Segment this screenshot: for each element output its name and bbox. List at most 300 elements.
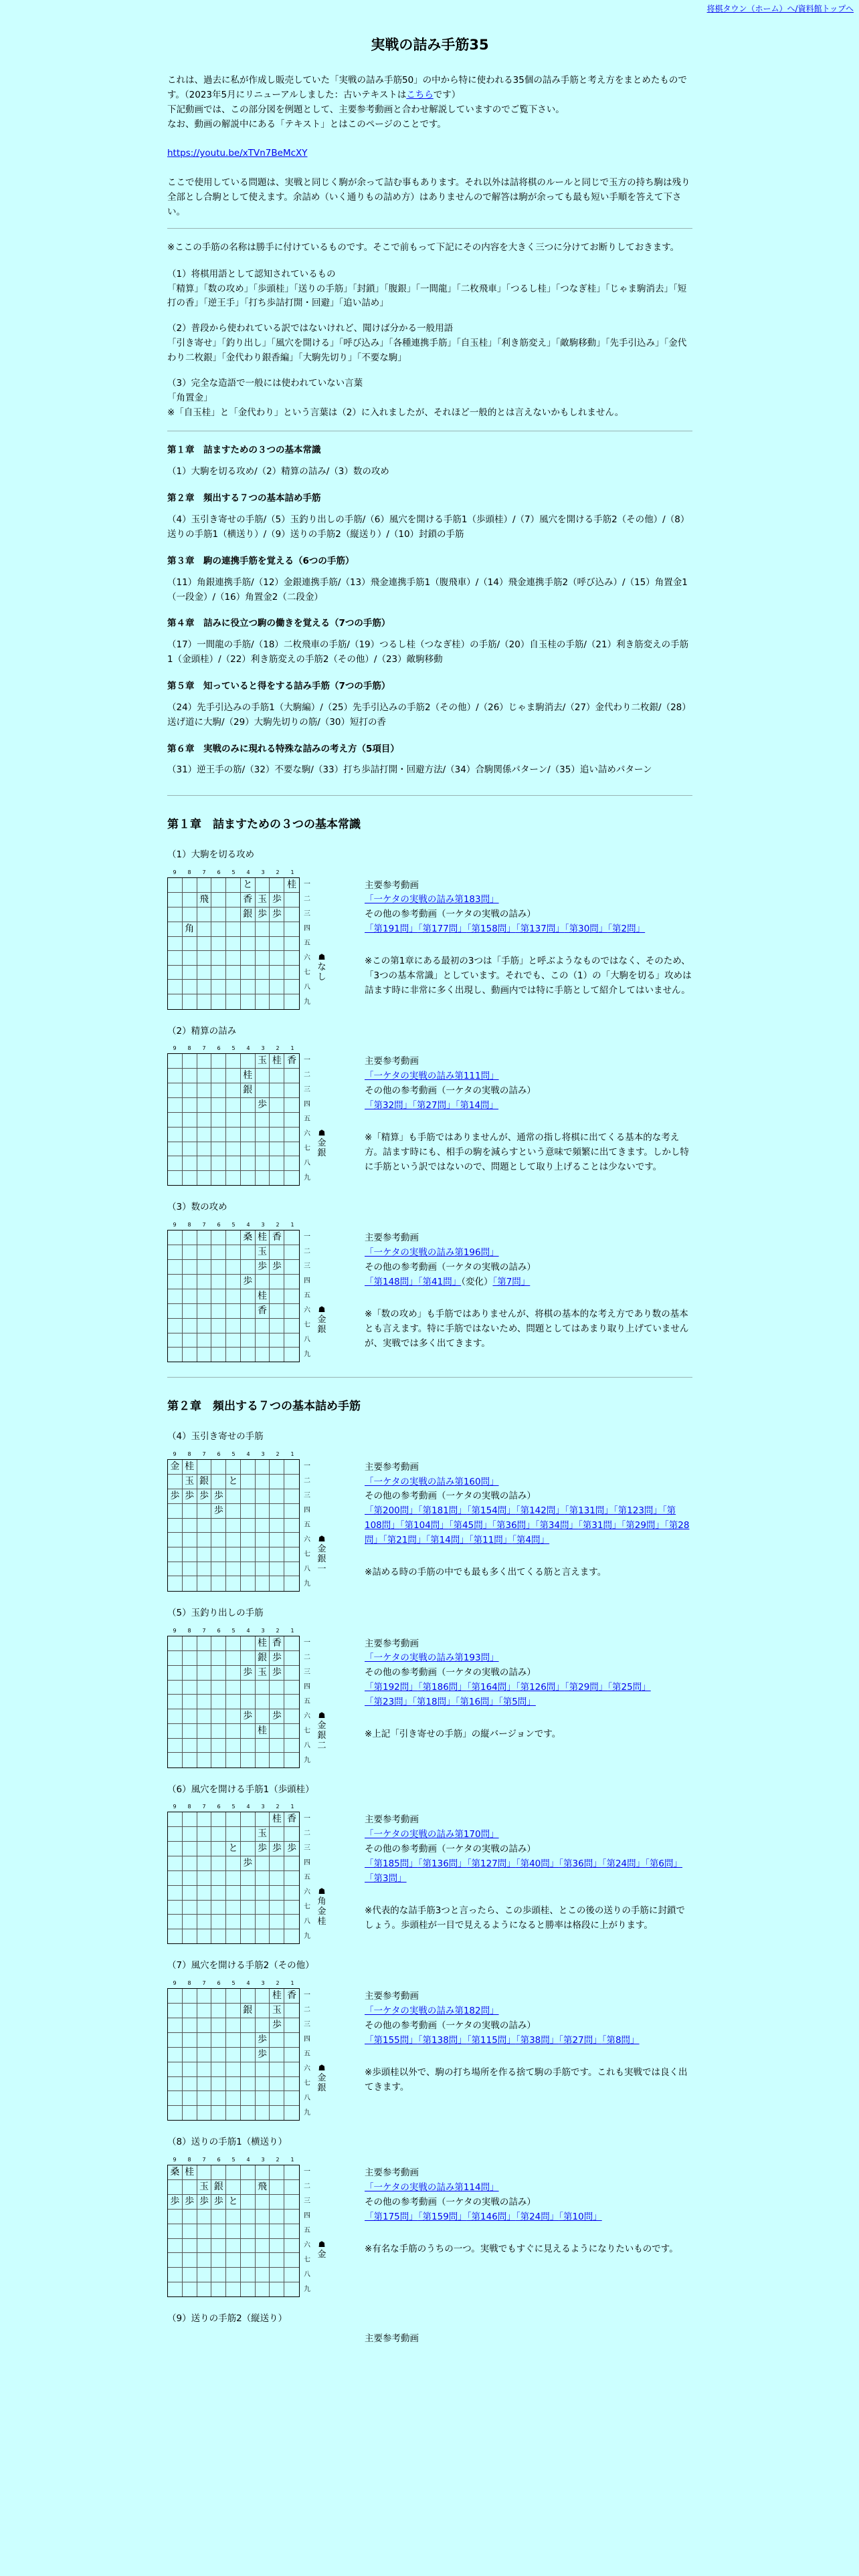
board-square (284, 2062, 299, 2077)
file-label: 1 (290, 1222, 294, 1228)
file-label: 2 (276, 1222, 280, 1228)
page-title: 実戦の詰み手筋35 (371, 37, 489, 53)
board-square (183, 980, 197, 994)
board-square (241, 1142, 256, 1157)
rank-label: 九 (304, 1351, 310, 1359)
board-square (284, 1230, 299, 1245)
board-square (256, 1489, 270, 1504)
rank-label: 七 (304, 1145, 310, 1153)
other-ref-link[interactable]: 「第18問」 (412, 1697, 456, 1708)
main-ref-link[interactable]: 「一ケタの実戦の詰み第182問」 (365, 2006, 499, 2017)
board-square (284, 2268, 299, 2282)
board-column (167, 1044, 365, 1191)
board-square (183, 1856, 197, 1871)
other-ref-link[interactable]: 「第175問」 (365, 2211, 418, 2222)
board-square (168, 1812, 183, 1827)
rank-label: 八 (304, 1918, 310, 1926)
board-square (211, 1460, 226, 1475)
board-square (270, 1304, 284, 1319)
board-square (211, 893, 226, 907)
rank-label: 八 (304, 983, 310, 991)
board-square (241, 1245, 256, 1260)
other-ref-link[interactable]: 「第36問」 (492, 1520, 535, 1531)
board-square (197, 2077, 212, 2092)
board-square (183, 2048, 197, 2062)
other-ref-link[interactable]: 「第146問」 (466, 2211, 516, 2222)
board-square (197, 1069, 212, 1083)
main-ref-link[interactable]: 「一ケタの実戦の詰み第114問」 (365, 2182, 499, 2193)
board-square (256, 1989, 270, 2004)
board-square (270, 2091, 284, 2106)
file-label: 6 (217, 1222, 221, 1228)
board-square (284, 1083, 299, 1098)
file-label: 5 (231, 1627, 235, 1634)
shogi-board (167, 1450, 326, 1597)
main-ref-link[interactable]: 「一ケタの実戦の詰み第193問」 (365, 1652, 499, 1664)
other-ref-link[interactable]: 「第10問」 (559, 2211, 602, 2222)
board-square (168, 1562, 183, 1577)
board-square (197, 1054, 212, 1069)
board-piece: 銀 (211, 2180, 226, 2195)
board-square (284, 2180, 299, 2195)
board-square (183, 1304, 197, 1319)
toc-section-title: 第４章 詰みに役立つ駒の働きを覚える（7つの手筋） (167, 618, 391, 629)
shogi-board (167, 1626, 326, 1774)
other-ref-link[interactable]: 「第200問」 (365, 1505, 418, 1517)
board-square (168, 2018, 183, 2033)
other-ref-list (365, 2210, 692, 2225)
other-ref-link[interactable]: 「第2問」 (607, 924, 646, 935)
board-square (168, 878, 183, 893)
board-grid (167, 1988, 300, 2121)
other-ref-link[interactable]: 「第154問」 (466, 1505, 516, 1517)
rank-label: 八 (304, 2095, 310, 2103)
rank-label: 八 (304, 1565, 310, 1573)
board-square (226, 2165, 241, 2180)
other-ref-link[interactable]: 「第14問」 (455, 1100, 499, 1111)
board-square (256, 1083, 270, 1098)
sente-mark-icon: ☗ (318, 2240, 326, 2250)
board-square (256, 1533, 270, 1547)
board-square (226, 1260, 241, 1275)
board-square (226, 1695, 241, 1709)
other-ref-link[interactable]: 「第192問」 (365, 1682, 418, 1693)
other-ref-link[interactable]: 「第148問」 (365, 1276, 418, 1287)
board-square (197, 1504, 212, 1519)
board-square (226, 2077, 241, 2092)
board-square (168, 2048, 183, 2062)
rank-label: 三 (304, 909, 310, 918)
other-ref-link[interactable]: 「第30問」 (564, 924, 608, 935)
other-ref-link[interactable]: 「第155問」 (365, 2034, 418, 2046)
ref-row (365, 1069, 692, 1084)
board-square (284, 2195, 299, 2210)
board-square (197, 1128, 212, 1142)
board-square (211, 1724, 226, 1739)
board-square (183, 994, 197, 1009)
board-square (211, 1929, 226, 1944)
board-square (256, 1142, 270, 1157)
main-ref-link[interactable]: 「一ケタの実戦の詰み第196問」 (365, 1247, 499, 1259)
other-ref-link[interactable]: 「第185問」 (365, 1858, 418, 1870)
other-ref-link[interactable]: 「第138問」 (417, 2034, 467, 2046)
rank-label: 九 (304, 1756, 310, 1764)
toc-section-title: 第３章 駒の連携手筋を覚える（6つの手筋） (167, 555, 355, 566)
board-square (211, 1753, 226, 1767)
board-square (284, 1636, 299, 1651)
rank-label: 二 (304, 1653, 310, 1661)
other-ref-link[interactable]: 「第16問」 (455, 1697, 499, 1708)
board-square (241, 2091, 256, 2106)
problem-note: ※詰める時の手筋の中でも最も多く出てくる筋と言えます。 (365, 1566, 607, 1578)
board-square (270, 2106, 284, 2121)
board-square (241, 1128, 256, 1142)
file-label: 7 (202, 1045, 206, 1052)
board-square (197, 2106, 212, 2121)
board-square (183, 1666, 197, 1681)
old-text-link[interactable]: こちら (406, 89, 434, 100)
main-content (167, 0, 692, 2347)
board-piece: 銀 (241, 2004, 256, 2018)
file-label: 2 (276, 1804, 280, 1810)
board-square (270, 1533, 284, 1547)
file-label: 4 (246, 1451, 250, 1457)
ref-label: 主要参考動画 (365, 2167, 419, 2179)
board-square (168, 1289, 183, 1304)
board-square (226, 2268, 241, 2282)
home-link[interactable]: 将棋タウン（ホーム）へ/資料館トップへ (706, 4, 854, 13)
board-square (256, 1871, 270, 1886)
board-square (197, 1871, 212, 1886)
main-ref-link[interactable]: 「一ケタの実戦の詰み第111問」 (365, 1071, 499, 1082)
board-square (197, 922, 212, 937)
board-square (241, 1871, 256, 1886)
board-square (256, 1348, 270, 1362)
board-column (167, 1220, 365, 1368)
board-square (284, 966, 299, 980)
board-square (241, 2033, 256, 2048)
other-ref-link[interactable]: 「第131問」 (564, 1505, 613, 1517)
board-square (270, 1739, 284, 1753)
toc-section-items: （24）先手引込みの手筋1（大駒編）/（25）先手引込みの手筋2（その他）/（26）じゃま駒消去/（27）金代わり二枚銀/（28）送げ道に大駒/（29）大駒先切りの筋/（30）短打の香 (167, 702, 691, 728)
board-square (168, 1475, 183, 1489)
file-label: 8 (187, 1627, 191, 1634)
other-ref-link[interactable]: 「第23問」 (365, 1697, 413, 1708)
other-ref-link[interactable]: 「第24問」 (601, 1858, 646, 1870)
board-square (211, 1348, 226, 1362)
board-piece: 歩 (211, 1504, 226, 1519)
other-ref-label: その他の参考動画（一ケタの実戦の詰み） (365, 909, 536, 920)
rank-label: 一 (304, 880, 310, 888)
other-ref-label: その他の参考動画（一ケタの実戦の詰み） (365, 1262, 536, 1273)
hand-pieces: 金 (317, 2250, 326, 2260)
other-ref-link[interactable]: 「第25問」 (607, 1682, 651, 1693)
other-ref-link[interactable]: 「第31問」 (578, 1520, 622, 1531)
board-square (270, 1348, 284, 1362)
board-square (270, 1504, 284, 1519)
board-square (183, 1171, 197, 1186)
rank-label: 一 (304, 1462, 310, 1470)
board-square (226, 2106, 241, 2121)
other-ref-link[interactable]: 「第164問」 (466, 1682, 516, 1693)
other-ref-link[interactable]: 「第24問」 (515, 2211, 559, 2222)
other-ref-label: その他の参考動画（一ケタの実戦の詰み） (365, 1085, 536, 1097)
board-square (168, 1083, 183, 1098)
board-piece: 玉 (256, 1054, 270, 1069)
divider (167, 228, 692, 229)
board-square (226, 1069, 241, 1083)
board-square (284, 1460, 299, 1475)
board-piece: 角 (183, 922, 197, 937)
board-square (256, 1856, 270, 1871)
board-square (183, 1695, 197, 1709)
board-square (197, 1724, 212, 1739)
other-ref-link[interactable]: 「第27問」 (559, 2034, 602, 2046)
board-square (211, 1681, 226, 1695)
board-square (168, 1319, 183, 1333)
board-square (168, 1547, 183, 1562)
sente-mark-icon: ☗ (318, 1887, 326, 1897)
file-label: 6 (217, 1451, 221, 1457)
hand-pieces: 金銀二 (317, 1720, 326, 1751)
board-square (197, 2239, 212, 2254)
rank-label: 九 (304, 998, 310, 1006)
board-square (183, 1989, 197, 2004)
file-label: 7 (202, 1222, 206, 1228)
youtube-link[interactable]: https://youtu.be/xTVn7BeMcXY (167, 148, 308, 159)
other-ref-link[interactable]: 「第8問」 (601, 2034, 640, 2046)
board-piece: 玉 (256, 1666, 270, 1681)
rank-label: 九 (304, 1580, 310, 1588)
other-ref-link[interactable]: 「第32問」 (365, 1100, 413, 1111)
board-square (168, 1681, 183, 1695)
other-ref-link[interactable]: 「第38問」 (515, 2034, 559, 2046)
other-ref-link[interactable]: 「第126問」 (515, 1682, 565, 1693)
board-square (168, 1113, 183, 1128)
rank-label: 一 (304, 1057, 310, 1065)
other-ref-link[interactable]: 「第41問」 (417, 1276, 462, 1287)
board-square (284, 994, 299, 1009)
other-ref-link[interactable]: 「第21問」 (383, 1535, 426, 1546)
problem-info (365, 1044, 692, 1191)
problem-info (365, 1450, 692, 1597)
board-square (211, 1083, 226, 1098)
other-ref-link[interactable]: 「第45問」 (448, 1520, 492, 1531)
board-square (256, 1753, 270, 1767)
file-label: 9 (173, 1451, 177, 1457)
other-ref-link[interactable]: 「第186問」 (417, 1682, 467, 1693)
board-square (241, 1886, 256, 1901)
board-square (256, 2282, 270, 2297)
board-square (284, 980, 299, 994)
other-ref-link[interactable]: 「第7問」 (492, 1276, 531, 1287)
board-square (241, 1171, 256, 1186)
rank-label: 四 (304, 1683, 310, 1691)
other-ref-link[interactable]: 「第137問」 (515, 924, 565, 935)
problem (167, 2155, 692, 2302)
board-square (197, 1827, 212, 1842)
board-square (197, 907, 212, 922)
board-square (211, 1915, 226, 1929)
problem-info (365, 1979, 692, 2126)
board-square (241, 1562, 256, 1577)
board-square (256, 2165, 270, 2180)
board-square (284, 907, 299, 922)
board-square (168, 2033, 183, 2048)
naming-group-3: （3）完全な造語で一般には使われていない言葉 「角置金」 ※「自玉桂」と「金代わり」という言葉は（2）に入れましたが、それほど一般的とは言えないかもしれません。 (167, 377, 624, 418)
file-label: 3 (261, 1045, 265, 1052)
other-ref-link[interactable]: 「第123問」 (613, 1505, 662, 1517)
board-square (284, 2253, 299, 2268)
board-square (241, 1348, 256, 1362)
other-ref-link[interactable]: 「第5問」 (498, 1697, 536, 1708)
board-square (183, 2062, 197, 2077)
other-ref-label: その他の参考動画（一ケタの実戦の詰み） (365, 1667, 536, 1679)
board-piece: 歩 (256, 2048, 270, 2062)
board-square (197, 1348, 212, 1362)
board-square (197, 1842, 212, 1856)
shogi-board (167, 1802, 326, 1949)
board-square (168, 1753, 183, 1767)
board-square (211, 2018, 226, 2033)
board-square (226, 1576, 241, 1591)
board-square (183, 1275, 197, 1289)
other-ref-link[interactable]: 「第28問」 (365, 1520, 690, 1546)
board-square (270, 1156, 284, 1171)
board-square (183, 1651, 197, 1666)
file-label: 3 (261, 1627, 265, 1634)
other-ref-link[interactable]: 「第27問」 (412, 1100, 456, 1111)
divider (167, 795, 692, 796)
board-square (241, 2253, 256, 2268)
board-square (211, 2239, 226, 2254)
board-square (183, 1753, 197, 1767)
board-square (168, 1636, 183, 1651)
other-ref-link[interactable]: 「第40問」 (515, 1858, 559, 1870)
file-label: 9 (173, 1045, 177, 1052)
other-ref-link[interactable]: 「第4問」 (512, 1535, 550, 1546)
board-square (256, 1128, 270, 1142)
board-square (241, 1533, 256, 1547)
board-square (270, 2239, 284, 2254)
other-ref-link[interactable]: 「第29問」 (564, 1682, 608, 1693)
board-square (226, 1171, 241, 1186)
pieces-in-hand (317, 1128, 326, 1158)
other-ref-label: その他の参考動画（一ケタの実戦の詰み） (365, 2196, 536, 2208)
file-label: 3 (261, 1451, 265, 1457)
other-ref-link[interactable]: 「第191問」 (365, 924, 418, 935)
board-square (256, 2224, 270, 2239)
board-piece: 玉 (256, 1827, 270, 1842)
board-piece: 金 (168, 1460, 183, 1475)
board-square (211, 1128, 226, 1142)
board-square (284, 1871, 299, 1886)
board-square (197, 1739, 212, 1753)
rank-labels (302, 1230, 312, 1362)
board-piece: 香 (256, 1304, 270, 1319)
board-square (183, 2033, 197, 2048)
pieces-in-hand (317, 952, 326, 982)
board-square (197, 1519, 212, 1533)
rank-label: 一 (304, 2168, 310, 2176)
board-square (197, 2018, 212, 2033)
toc-section-title: 第６章 実戦のみに現れる特殊な詰みの考え方（5項目） (167, 743, 399, 754)
board-piece: 歩 (183, 1489, 197, 1504)
board-square (183, 2077, 197, 2092)
board-square (226, 893, 241, 907)
other-ref-link[interactable]: 「第14問」 (425, 1535, 469, 1546)
board-square (183, 1562, 197, 1577)
board-square (270, 1098, 284, 1113)
rank-label: 六 (304, 2242, 310, 2250)
board-square (211, 994, 226, 1009)
ref-label: 主要参考動画 (365, 1991, 419, 2002)
rank-label: 二 (304, 895, 310, 903)
board-square (168, 1695, 183, 1709)
other-ref-link[interactable]: 「第29問」 (621, 1520, 664, 1531)
other-ref-link[interactable]: 「第136問」 (417, 1858, 467, 1870)
board-square (241, 951, 256, 966)
board-piece: 歩 (241, 1709, 256, 1724)
other-ref-link[interactable]: 「第127問」 (466, 1858, 516, 1870)
other-ref-link[interactable]: 「第159問」 (417, 2211, 467, 2222)
board-square (256, 2195, 270, 2210)
main-ref-link[interactable]: 「一ケタの実戦の詰み第183問」 (365, 894, 499, 905)
board-square (211, 1230, 226, 1245)
board-square (183, 2180, 197, 2195)
board-square (226, 1915, 241, 1929)
board-square (211, 1576, 226, 1591)
file-label: 5 (231, 1222, 235, 1228)
board-square (241, 1289, 256, 1304)
other-ref-label: その他の参考動画（一ケタの実戦の詰み） (365, 1491, 536, 1502)
other-ref-link[interactable]: 「第104問」 (399, 1520, 449, 1531)
other-ref-link[interactable]: 「第11問」 (468, 1535, 512, 1546)
problem (167, 1802, 692, 1949)
board-square (270, 937, 284, 952)
other-ref-link[interactable]: 「第177問」 (417, 924, 467, 935)
board-square (241, 2062, 256, 2077)
board-square (211, 2224, 226, 2239)
board-square (226, 1901, 241, 1915)
main-ref-link[interactable]: 「一ケタの実戦の詰み第170問」 (365, 1829, 499, 1840)
other-ref-link[interactable]: 「第181問」 (417, 1505, 467, 1517)
other-ref-link[interactable]: 「第34問」 (535, 1520, 579, 1531)
board-square (226, 1054, 241, 1069)
naming-group-2: （2）普段から使われている訳ではないけれど、聞けば分かる一般用語 「引き寄せ」「釣り出し」「風穴を開ける」「呼び込み」「各種連携手筋」「自玉桂」「利き筋変え」「敵駒移動」「先手引込み」「金代わり二枚銀」「金代わり銀香編」「大駒先切り」「不要な駒」 (167, 323, 687, 364)
board-square (256, 1319, 270, 1333)
other-ref-link[interactable]: 「第108問」 (365, 1505, 676, 1531)
board-square (284, 1576, 299, 1591)
board-square (284, 1666, 299, 1681)
other-ref-link[interactable]: 「第6問」 (645, 1858, 682, 1870)
board-square (197, 1666, 212, 1681)
board-square (270, 1681, 284, 1695)
other-ref-link[interactable]: 「第142問」 (515, 1505, 565, 1517)
ref-row (365, 1828, 692, 1842)
main-ref-link[interactable]: 「一ケタの実戦の詰み第160問」 (365, 1476, 499, 1487)
board-square (256, 994, 270, 1009)
other-ref-link[interactable]: 「第158問」 (466, 924, 516, 935)
other-ref-link[interactable]: 「第115問」 (466, 2034, 516, 2046)
ref-note: （変化） (461, 1276, 493, 1287)
board-square (241, 1113, 256, 1128)
board-square (270, 1562, 284, 1577)
file-label: 3 (261, 1980, 265, 1987)
board-square (211, 2106, 226, 2121)
other-ref-link[interactable]: 「第36問」 (559, 1858, 602, 1870)
other-ref-link[interactable]: 「第3問」 (365, 1872, 407, 1884)
